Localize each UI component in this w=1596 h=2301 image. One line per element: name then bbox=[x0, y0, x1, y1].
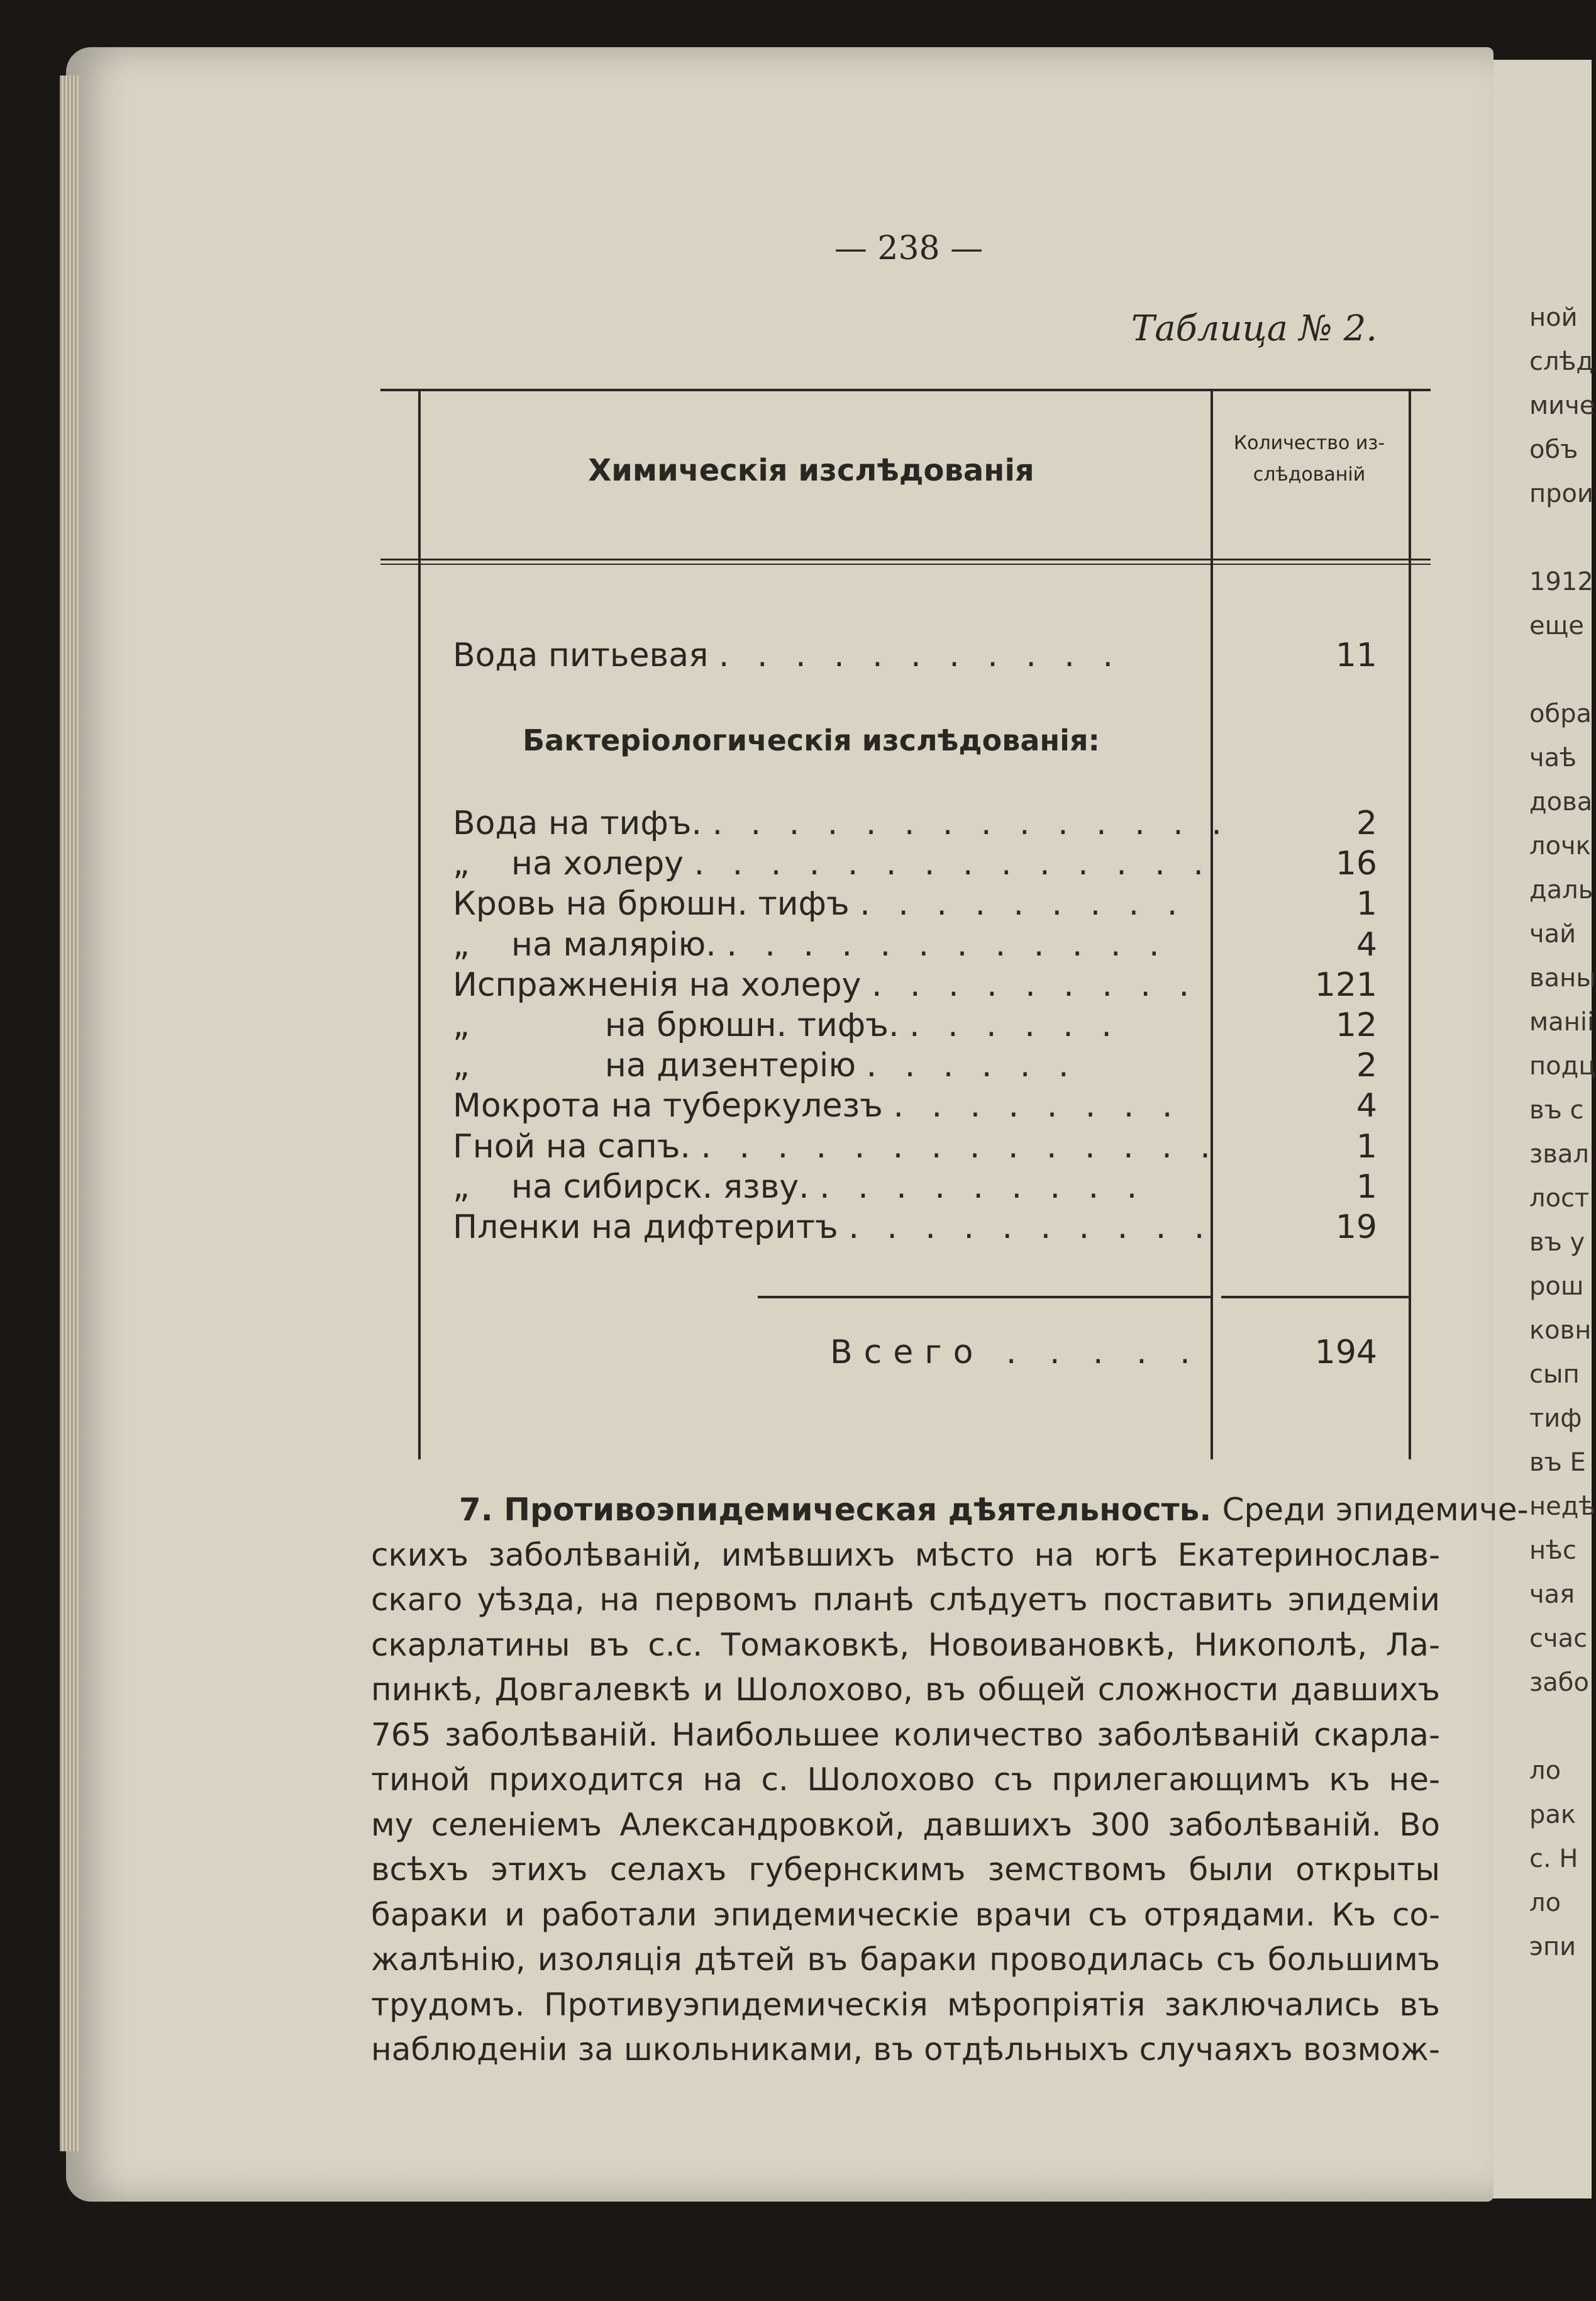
adjacent-page-line: объ bbox=[1529, 435, 1578, 464]
adjacent-page-line: ной bbox=[1529, 303, 1578, 332]
body-line: скарлатины въ с.с. Томаковкѣ, Новоивановкѣ, Никополѣ, Ла- bbox=[371, 1626, 1440, 1663]
row-leader-dots: . . . . . . bbox=[866, 1047, 1078, 1085]
adjacent-page-line bbox=[1529, 516, 1592, 560]
body-line: всѣхъ этихъ селахъ губернскимъ земствомъ были открыты bbox=[371, 1851, 1440, 1888]
row-label: Гной на сапъ. bbox=[453, 1127, 701, 1166]
table-header-count bbox=[1215, 428, 1404, 491]
adjacent-page-line: подц bbox=[1529, 1052, 1596, 1081]
table-row-bacteriological bbox=[453, 1005, 1207, 1045]
adjacent-page-line: чай bbox=[1529, 920, 1577, 949]
adjacent-page-line: въ у bbox=[1529, 1228, 1585, 1257]
adjacent-page-line: 1912 bbox=[1529, 567, 1593, 596]
section-body bbox=[371, 1488, 1529, 2073]
table-row-bacteriological bbox=[453, 844, 1212, 884]
body-line: бараки и работали эпидемическіе врачи съ отрядами. Къ со- bbox=[371, 1896, 1440, 1933]
table-title: Таблица № 2. bbox=[1131, 308, 1377, 349]
adjacent-page-line: обра bbox=[1529, 699, 1592, 728]
row-value: 1 bbox=[1356, 1127, 1377, 1166]
table-row-bacteriological bbox=[453, 884, 1207, 924]
adjacent-page-line: звал bbox=[1529, 1140, 1589, 1169]
body-line: трудомъ. Противуэпидемическія мѣропріятія заключались въ bbox=[371, 1986, 1440, 2023]
adjacent-page-line: лочк bbox=[1529, 832, 1591, 861]
row-label: Вода на тифъ. bbox=[453, 805, 712, 842]
adjacent-page-line: чая bbox=[1529, 1580, 1575, 1609]
adjacent-page-line bbox=[1529, 1705, 1592, 1749]
total-rule-left bbox=[758, 1296, 1211, 1298]
row-label: Вода питьевая bbox=[453, 637, 719, 674]
adjacent-page-line: нѣс bbox=[1529, 1536, 1577, 1565]
table-header-rule bbox=[380, 559, 1431, 560]
row-value: 16 bbox=[1335, 845, 1377, 883]
body-line: тиной приходится на с. Шолохово съ прилегающимъ къ не- bbox=[371, 1761, 1440, 1798]
row-value: 19 bbox=[1335, 1208, 1377, 1246]
table-row-bacteriological bbox=[453, 1167, 1207, 1207]
row-value: 4 bbox=[1356, 1087, 1377, 1125]
row-leader-dots: . . . . . . . . . . . . bbox=[726, 925, 1168, 964]
adjacent-page-line: лост bbox=[1529, 1184, 1590, 1213]
row-value: 1 bbox=[1356, 1167, 1377, 1206]
table-total-label: Всего . . . . . bbox=[830, 1334, 1202, 1371]
row-label: „ на брюшн. тифъ. bbox=[453, 1006, 910, 1044]
table-row-bacteriological bbox=[453, 803, 1231, 844]
adjacent-page-line: еще bbox=[1529, 611, 1584, 640]
row-leader-dots: . . . . . . . . bbox=[893, 1087, 1182, 1125]
adjacent-page-line: тиф bbox=[1529, 1404, 1582, 1433]
table-row-bacteriological bbox=[453, 925, 1207, 965]
adjacent-page-line: счас bbox=[1529, 1624, 1588, 1653]
table-left-rule bbox=[418, 390, 421, 1459]
body-line: скихъ заболѣваній, имѣвшихъ мѣсто на югѣ Екатеринослав- bbox=[371, 1536, 1440, 1573]
row-leader-dots: . . . . . . . . . bbox=[860, 885, 1187, 923]
adjacent-page-line: ваны bbox=[1529, 964, 1596, 993]
row-value: 12 bbox=[1335, 1006, 1377, 1044]
body-line: наблюденіи за школьниками, въ отдѣльныхъ случаяхъ возмож- bbox=[371, 2031, 1440, 2068]
row-value: 4 bbox=[1356, 925, 1377, 964]
adjacent-page-line: забо bbox=[1529, 1668, 1589, 1697]
adjacent-page-line: миче bbox=[1529, 391, 1595, 420]
adjacent-page-line: слѣд bbox=[1529, 347, 1594, 376]
adjacent-page-line: сып bbox=[1529, 1360, 1580, 1389]
table-header-count-line2: слѣдованій bbox=[1253, 464, 1366, 486]
row-label: Мокрота на туберкулезъ bbox=[453, 1087, 894, 1125]
body-line bbox=[371, 1488, 1529, 1533]
table-right-rule bbox=[1409, 390, 1411, 1459]
body-line: пинкѣ, Довгалевкѣ и Шолохово, въ общей сложности давшихъ bbox=[371, 1671, 1440, 1708]
row-label: „ на малярію. bbox=[453, 925, 727, 964]
table-top-rule bbox=[380, 389, 1431, 391]
body-line: му селеніемъ Александровкой, давшихъ 300 заболѣваній. Во bbox=[371, 1806, 1440, 1843]
table-header-chemical: Химическія изслѣдованія bbox=[588, 453, 1034, 488]
table-row-bacteriological bbox=[453, 1127, 1219, 1167]
row-leader-dots: . . . . . . . . . . . . . . bbox=[712, 805, 1231, 842]
row-label: Кровь на брюшн. тифъ bbox=[453, 885, 860, 923]
row-value: 2 bbox=[1356, 1047, 1377, 1085]
row-label: Испражненія на холеру bbox=[453, 966, 872, 1004]
row-label: „ на сибирск. язву. bbox=[453, 1167, 820, 1206]
adjacent-page-line: рош bbox=[1529, 1272, 1584, 1301]
row-value: 1 bbox=[1356, 885, 1377, 923]
table-row-chemical bbox=[453, 635, 1207, 676]
table-header-count-line1: Количество из- bbox=[1233, 432, 1385, 454]
page-stack-edge bbox=[60, 75, 79, 2151]
adjacent-page-line: дова bbox=[1529, 788, 1593, 816]
adjacent-page-line: маніі bbox=[1529, 1008, 1595, 1037]
adjacent-page-line: с. Н bbox=[1529, 1844, 1578, 1873]
body-line: жалѣнію, изоляція дѣтей въ бараки проводилась съ большимъ bbox=[371, 1941, 1440, 1978]
table-row-bacteriological bbox=[453, 965, 1207, 1005]
adjacent-page-line: чаѣ bbox=[1529, 744, 1577, 772]
page-number: — 238 — bbox=[834, 230, 984, 267]
section-heading: 7. Противоэпидемическая дѣятельность. bbox=[459, 1491, 1222, 1528]
adjacent-page-line bbox=[1529, 648, 1592, 692]
adjacent-page-line: рак bbox=[1529, 1800, 1577, 1829]
body-line: 765 заболѣваній. Наибольшее количество заболѣваній скарла- bbox=[371, 1716, 1440, 1753]
row-leader-dots: . . . . . . bbox=[909, 1006, 1121, 1044]
adjacent-page-line: ло bbox=[1529, 1756, 1561, 1785]
row-label: Пленки на дифтеритъ bbox=[453, 1208, 849, 1246]
row-leader-dots: . . . . . . . . . bbox=[871, 966, 1198, 1004]
row-leader-dots: . . . . . . . . . . . . . . bbox=[694, 845, 1212, 883]
row-value: 121 bbox=[1314, 966, 1377, 1004]
adjacent-page-line: недѣ bbox=[1529, 1492, 1596, 1521]
row-value: 11 bbox=[1335, 637, 1377, 674]
table-row-bacteriological bbox=[453, 1086, 1207, 1126]
adjacent-page-line: въ Е bbox=[1529, 1448, 1586, 1477]
row-leader-dots: . . . . . . . . . . . bbox=[718, 637, 1122, 674]
adjacent-page-line: ло bbox=[1529, 1888, 1561, 1917]
adjacent-page-line: эпи bbox=[1529, 1932, 1577, 1961]
table-row-bacteriological bbox=[453, 1207, 1214, 1247]
table-row-bacteriological bbox=[453, 1045, 1207, 1086]
row-leader-dots: . . . . . . . . . . . . . . bbox=[701, 1127, 1219, 1166]
body-line-text: Среди эпидемиче- bbox=[1222, 1491, 1529, 1528]
row-label: „ на холеру bbox=[453, 845, 694, 883]
row-value: 2 bbox=[1356, 805, 1377, 842]
adjacent-page-line: ковн bbox=[1529, 1316, 1592, 1345]
table-header-rule-2 bbox=[380, 564, 1431, 565]
table-mid-rule bbox=[1211, 390, 1213, 1459]
row-leader-dots: . . . . . . . . . . bbox=[848, 1208, 1214, 1246]
table-header-bacteriological: Бактеріологическія изслѣдованія: bbox=[523, 723, 1100, 757]
adjacent-page-line: прои bbox=[1529, 479, 1594, 508]
table-total-value: 194 bbox=[1314, 1334, 1377, 1371]
row-leader-dots: . . . . . . . . . bbox=[819, 1167, 1146, 1206]
body-line: скаго уѣзда, на первомъ планѣ слѣдуетъ поставить эпидеміи bbox=[371, 1581, 1440, 1618]
row-label: „ на дизентерію bbox=[453, 1047, 867, 1085]
adjacent-page-line: даль bbox=[1529, 876, 1593, 905]
total-rule-right bbox=[1221, 1296, 1410, 1298]
adjacent-page-line: въ с bbox=[1529, 1096, 1584, 1125]
adjacent-page-text bbox=[1529, 296, 1596, 1969]
